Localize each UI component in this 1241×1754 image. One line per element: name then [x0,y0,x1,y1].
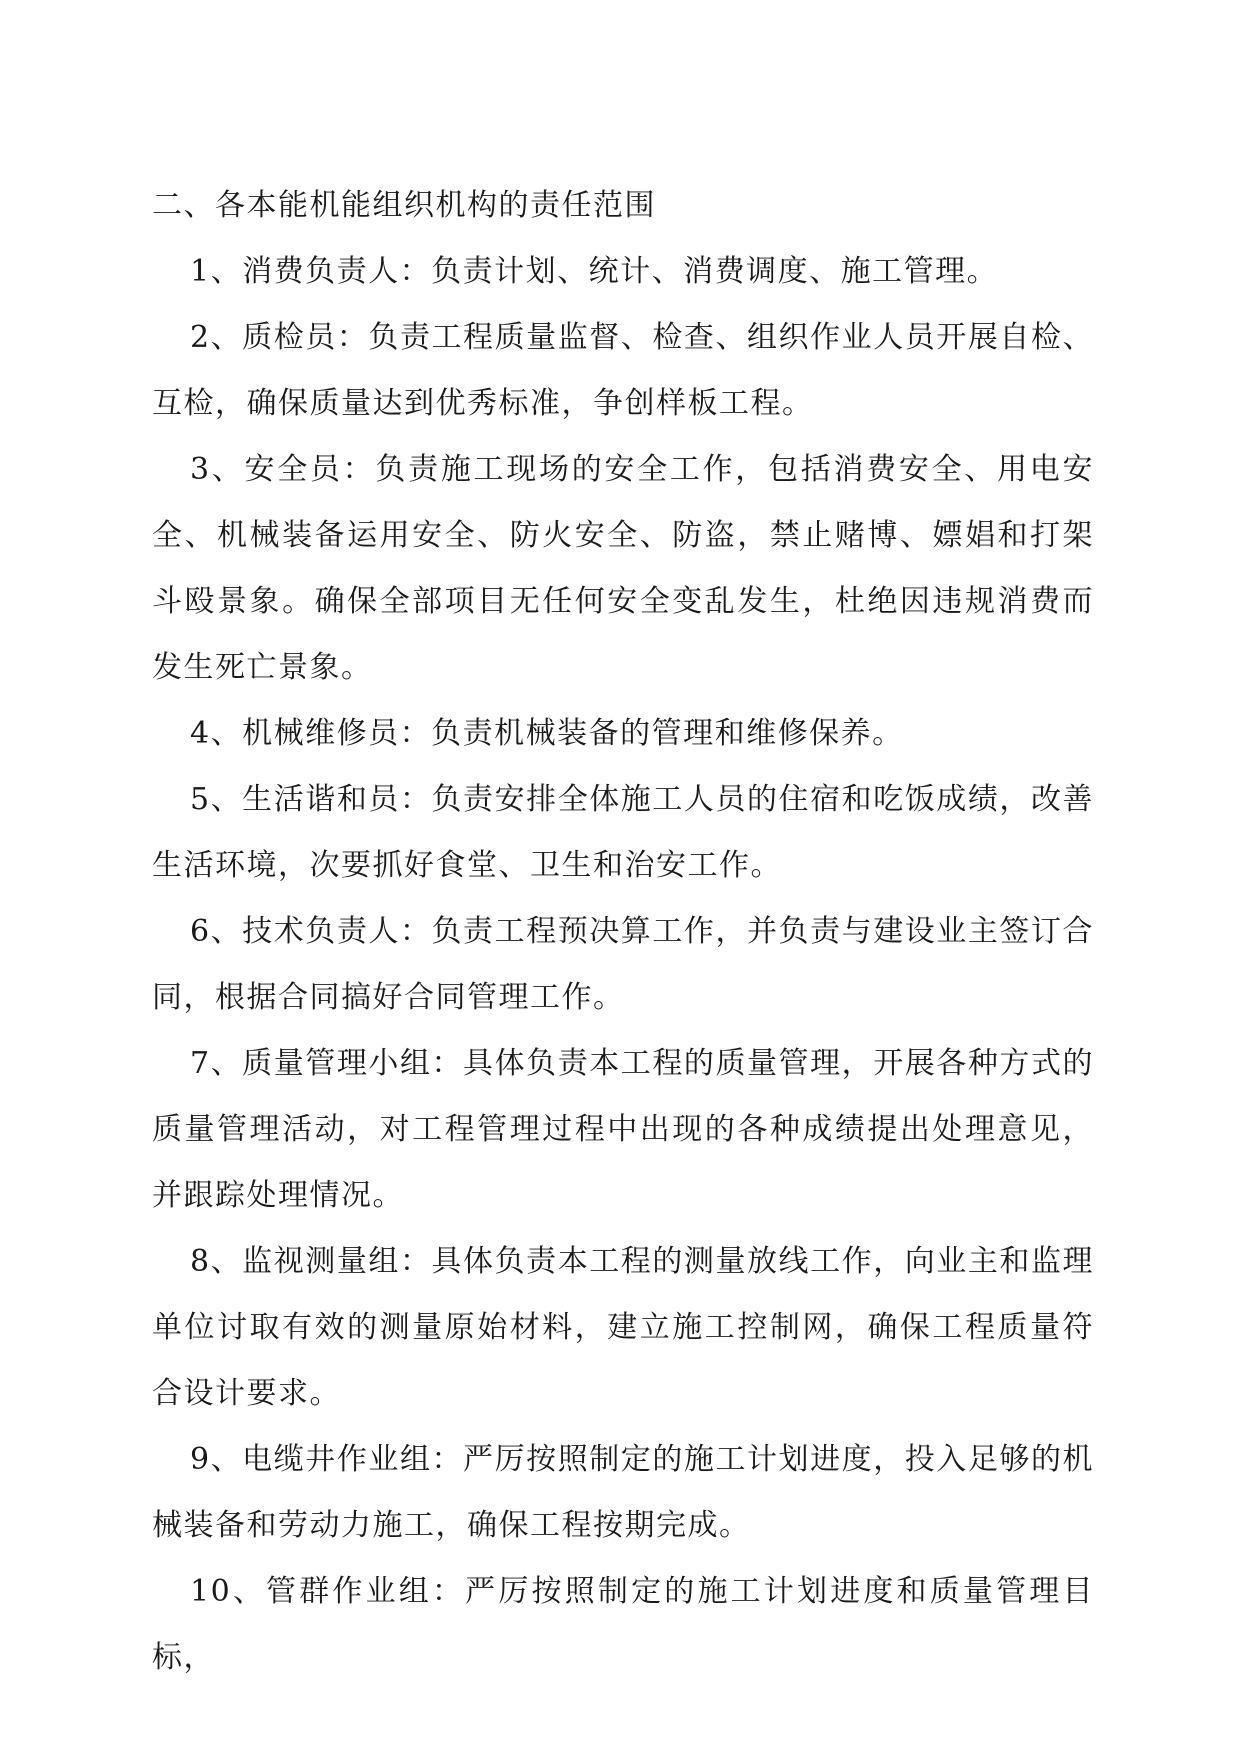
paragraph-4: 4、机械维修员：负责机械装备的管理和维修保养。 [190,716,904,751]
paragraph-9: 9、电缆井作业组：严厉按照制定的施工计划进度，投入足够的机械装备和劳动力施工，确保工程按期完成。 [152,1442,1094,1543]
paragraph-10: 10、管群作业组：严厉按照制定的施工计划进度和质量管理目标， [152,1574,1094,1675]
paragraph-7: 7、质量管理小组：具体负责本工程的质量管理，开展各种方式的质量管理活动，对工程管理过程中出现的各种成绩提出处理意见，并跟踪处理情况。 [152,1046,1094,1213]
paragraph-6: 6、技术负责人：负责工程预决算工作，并负责与建设业主签订合同，根据合同搞好合同管理工作。 [152,914,1094,1015]
paragraph-2: 2、质检员：负责工程质量监督、检查、组织作业人员开展自检、互检，确保质量达到优秀标准，争创样板工程。 [152,320,1094,421]
section-heading: 二、各本能机能组织机构的责任范围 [152,188,656,223]
paragraph-3: 3、安全员：负责施工现场的安全工作，包括消费安全、用电安全、机械装备运用安全、防火安全、防盗，禁止赌博、嫖娼和打架斗殴景象。确保全部项目无任何安全变乱发生，杜绝因违规消费而发生死亡景象。 [152,452,1094,685]
paragraph-1: 1、消费负责人：负责计划、统计、消费调度、施工管理。 [190,254,999,289]
paragraph-8: 8、监视测量组：具体负责本工程的测量放线工作，向业主和监理单位讨取有效的测量原始材料，建立施工控制网，确保工程质量符合设计要求。 [152,1244,1094,1411]
document-body [152,173,1094,1691]
paragraph-5: 5、生活谐和员：负责安排全体施工人员的住宿和吃饭成绩，改善生活环境，次要抓好食堂、卫生和治安工作。 [152,782,1094,883]
